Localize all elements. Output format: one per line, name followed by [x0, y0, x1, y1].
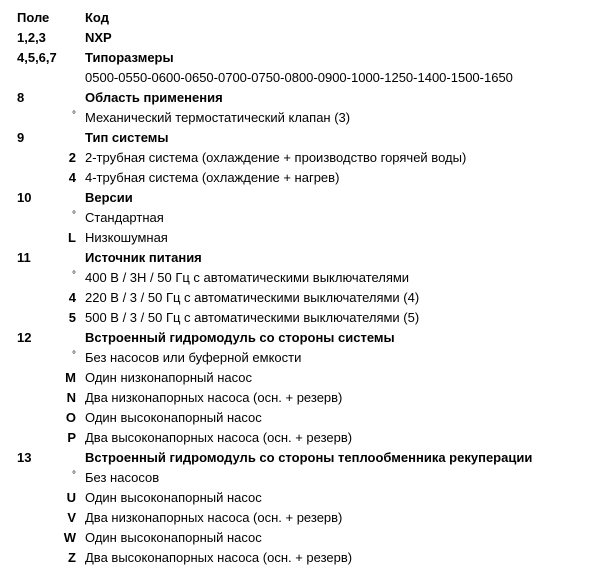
code-table: [0, 8, 611, 568]
option-row: [0, 508, 611, 528]
option-code: W: [63, 530, 76, 545]
option-description: 220 В / 3 / 50 Гц с автоматическими выключателями (4): [85, 290, 420, 305]
option-row: [0, 208, 611, 228]
section-row: [0, 448, 611, 468]
option-row: [0, 108, 611, 128]
option-description: Без насосов: [85, 470, 160, 485]
option-code: O: [65, 410, 76, 425]
option-code: °: [72, 270, 76, 281]
field-number: 9: [17, 130, 25, 145]
option-code: °: [72, 350, 76, 361]
section-title: Версии: [85, 190, 133, 205]
option-description: 400 В / 3Н / 50 Гц с автоматическими выключателями: [85, 270, 410, 285]
section-row: [0, 88, 611, 108]
option-code: V: [67, 510, 76, 525]
section-title: NXP: [85, 30, 112, 45]
option-description: Два высоконапорных насоса (осн. + резерв): [85, 550, 353, 565]
section-row: [0, 188, 611, 208]
option-row: [0, 308, 611, 328]
field-number: 12: [17, 330, 32, 345]
option-code: °: [72, 210, 76, 221]
section-title: Область применения: [85, 90, 223, 105]
table-header: [0, 8, 611, 28]
field-number: 10: [17, 190, 32, 205]
option-code: 5: [68, 310, 76, 325]
section-row: [0, 128, 611, 148]
option-code: °: [72, 110, 76, 121]
option-row: [0, 168, 611, 188]
option-row: [0, 368, 611, 388]
option-description: Один низконапорный насос: [85, 370, 253, 385]
option-description: Один высоконапорный насос: [85, 530, 262, 545]
section-title: Встроенный гидромодуль со стороны системы: [85, 330, 395, 345]
option-code: U: [66, 490, 76, 505]
option-code: Z: [68, 550, 76, 565]
section-title: Источник питания: [85, 250, 202, 265]
option-description: 500 В / 3 / 50 Гц с автоматическими выключателями (5): [85, 310, 420, 325]
table-body: [0, 28, 611, 568]
option-row: [0, 408, 611, 428]
option-row: [0, 468, 611, 488]
field-number: 4,5,6,7: [17, 50, 57, 65]
option-code: 4: [68, 290, 76, 305]
option-code: N: [66, 390, 76, 405]
option-row: [0, 528, 611, 548]
section-row: [0, 248, 611, 268]
option-row: [0, 68, 611, 88]
field-number: 1,2,3: [17, 30, 46, 45]
option-description: Два низконапорных насоса (осн. + резерв): [85, 390, 343, 405]
option-description: Без насосов или буферной емкости: [85, 350, 302, 365]
option-row: [0, 148, 611, 168]
option-code: 4: [68, 170, 76, 185]
option-description: 4-трубная система (охлаждение + нагрев): [85, 170, 340, 185]
option-description: 2-трубная система (охлаждение + производство горячей воды): [85, 150, 467, 165]
option-description: 0500-0550-0600-0650-0700-0750-0800-0900-1000-1250-1400-1500-1650: [85, 70, 513, 85]
option-description: Два высоконапорных насоса (осн. + резерв): [85, 430, 353, 445]
section-title: Встроенный гидромодуль со стороны теплообменника рекуперации: [85, 450, 533, 465]
field-column-header: Поле: [17, 10, 50, 25]
field-number: 11: [17, 250, 31, 265]
option-code: M: [65, 370, 76, 385]
option-row: [0, 268, 611, 288]
option-code: P: [67, 430, 76, 445]
option-row: [0, 488, 611, 508]
option-description: Низкошумная: [85, 230, 168, 245]
field-number: 8: [17, 90, 25, 105]
option-row: [0, 228, 611, 248]
section-title: Тип системы: [85, 130, 169, 145]
option-description: Два низконапорных насоса (осн. + резерв): [85, 510, 343, 525]
option-description: Один высоконапорный насос: [85, 490, 262, 505]
option-code: L: [68, 230, 76, 245]
option-row: [0, 288, 611, 308]
option-code: 2: [68, 150, 76, 165]
field-number: 13: [17, 450, 32, 465]
section-row: [0, 328, 611, 348]
section-row: [0, 48, 611, 68]
option-code: °: [72, 470, 76, 481]
section-title: Типоразмеры: [85, 50, 174, 65]
option-row: [0, 388, 611, 408]
option-row: [0, 428, 611, 448]
section-row: [0, 28, 611, 48]
option-description: Механический термостатический клапан (3): [85, 110, 351, 125]
option-description: Стандартная: [85, 210, 164, 225]
option-row: [0, 548, 611, 568]
option-row: [0, 348, 611, 368]
option-description: Один высоконапорный насос: [85, 410, 262, 425]
code-column-header: Код: [85, 10, 109, 25]
